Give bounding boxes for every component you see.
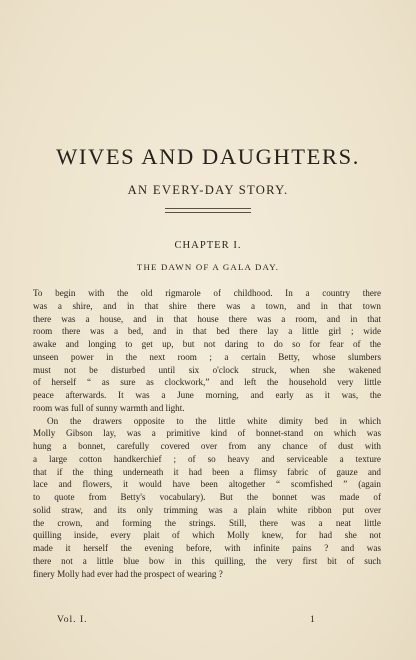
text-line: made it herself the evening before, with infinite pains ? and was bbox=[33, 543, 381, 553]
text-line: unseen power in the next room ; a certain Betty, whose slumbers bbox=[33, 351, 381, 362]
text-line: a large cotton handkerchief ; of so heavy and serviceable a texture bbox=[33, 453, 381, 464]
text-line: On the drawers opposite to the little white dimity bed in which bbox=[47, 415, 381, 426]
text-line: finery Molly had ever had the prospect of wearing ? bbox=[33, 568, 223, 579]
text-line: must not be disturbed until six o'clock struck, when she wakened bbox=[33, 364, 381, 375]
volume-label: Vol. I. bbox=[57, 614, 88, 625]
text-line: to quote from Betty's vocabulary). But the bonnet was made of bbox=[33, 492, 381, 502]
text-line: was a shire, and in that shire there was a town, and in that town bbox=[33, 300, 381, 311]
book-title: WIVES AND DAUGHTERS. bbox=[56, 144, 360, 169]
text-line: room was full of sunny warmth and light. bbox=[33, 402, 185, 413]
page-number: 1 bbox=[310, 614, 316, 625]
chapter-number: CHAPTER I. bbox=[174, 240, 242, 251]
chapter-title: THE DAWN OF A GALA DAY. bbox=[136, 262, 280, 272]
text-line: Molly Gibson lay, was a primitive kind of bonnet-stand on which was bbox=[33, 428, 381, 439]
text-line: quilling inside, every plait of which Molly knew, for had she not bbox=[33, 530, 381, 541]
book-subtitle: AN EVERY-DAY STORY. bbox=[127, 183, 289, 197]
text-line: that if the thing underneath it had been a flimsy fabric of gauze and bbox=[33, 466, 381, 477]
text-line: there was a house, and in that house there was a room, and in that bbox=[33, 313, 381, 324]
text-line: room there was a bed, and in that bed there lay a little girl ; wide bbox=[33, 326, 381, 337]
text-line: lace and flowers, it would have been altogether “ scomfished ” (again bbox=[33, 479, 381, 490]
text-line: To begin with the old rigmarole of childhood. In a country there bbox=[33, 288, 381, 298]
text-line: the crown, and forming the strings. Still, there was a neat little bbox=[33, 517, 381, 528]
text-line: there not a little blue bow in this quilling, the very first bit of such bbox=[33, 555, 381, 566]
text-line: awake and longing to get up, but not daring to do so for fear of the bbox=[33, 339, 381, 349]
double-rule-divider bbox=[165, 208, 251, 213]
text-line: peace afterwards. It was a June morning, and early as it was, the bbox=[33, 390, 381, 400]
text-line: of herself “ as sure as clockwork,” and left the household very little bbox=[33, 377, 381, 388]
text-line: hung a bonnet, carefully covered over from any chance of dust with bbox=[33, 441, 381, 451]
body-text bbox=[33, 287, 381, 580]
text-line: solid straw, and its only trimming was a plain white ribbon put over bbox=[33, 504, 381, 515]
